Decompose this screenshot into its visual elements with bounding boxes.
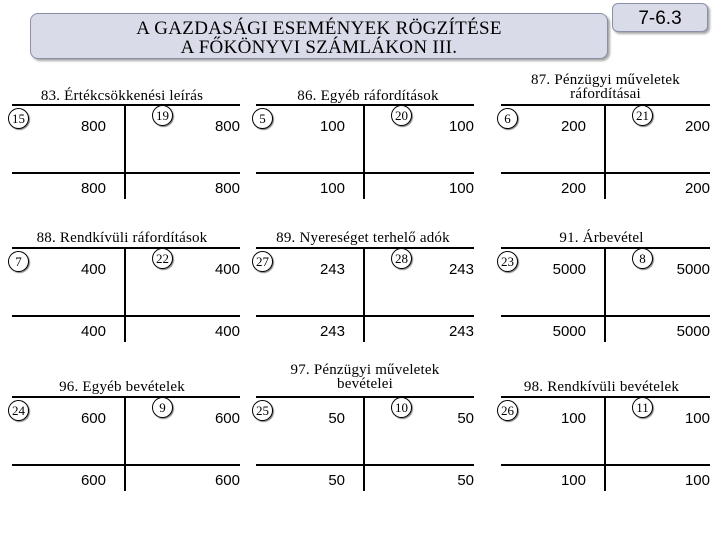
- credit-amount: 800: [214, 118, 240, 135]
- page-title-line-2: A FŐKÖNYVI SZÁMLÁKON III.: [180, 37, 458, 58]
- debit-entry-marker: 25: [252, 400, 273, 421]
- debit-total: 100: [319, 180, 345, 197]
- debit-amount: 243: [319, 261, 345, 278]
- credit-entry-marker: 10: [391, 397, 412, 418]
- credit-total: 200: [684, 180, 710, 197]
- t-account-top-rule: [12, 104, 240, 106]
- debit-amount: 50: [328, 410, 345, 427]
- t-account-top-rule: [256, 104, 474, 106]
- t-account-total-rule: [501, 172, 710, 174]
- t-account-top-rule: [256, 247, 474, 249]
- debit-entry-marker: 15: [8, 108, 29, 129]
- credit-entry-marker: 11: [632, 397, 653, 418]
- debit-amount: 200: [560, 118, 586, 135]
- debit-amount: 100: [319, 118, 345, 135]
- t-account-title: 86. Egyéb ráfordítások: [297, 88, 439, 104]
- debit-entry-marker: 6: [497, 108, 518, 129]
- debit-total: 600: [80, 472, 106, 489]
- credit-amount: 243: [448, 261, 474, 278]
- debit-total: 400: [80, 323, 106, 340]
- credit-total: 100: [448, 180, 474, 197]
- credit-entry-marker: 22: [152, 248, 173, 269]
- t-account-top-rule: [12, 396, 240, 398]
- debit-entry-marker: 7: [8, 251, 29, 272]
- t-account-total-rule: [12, 172, 240, 174]
- credit-total: 600: [214, 472, 240, 489]
- credit-entry-marker: 28: [391, 248, 412, 269]
- debit-amount: 600: [80, 410, 106, 427]
- t-account-divider: [124, 247, 126, 342]
- t-account-divider: [363, 396, 365, 491]
- credit-total: 400: [214, 323, 240, 340]
- debit-entry-marker: 24: [8, 400, 29, 421]
- debit-amount: 100: [560, 410, 586, 427]
- debit-total: 200: [560, 180, 586, 197]
- credit-total: 50: [457, 472, 474, 489]
- credit-total: 100: [684, 472, 710, 489]
- credit-entry-marker: 19: [152, 105, 173, 126]
- debit-entry-marker: 23: [497, 251, 518, 272]
- t-account-divider: [363, 247, 365, 342]
- t-account-title: 89. Nyereséget terhelő adók: [276, 230, 450, 246]
- t-account-title: 88. Rendkívüli ráfordítások: [36, 230, 208, 246]
- t-account-divider: [604, 247, 606, 342]
- credit-entry-marker: 8: [632, 248, 653, 269]
- t-account-divider: [363, 104, 365, 199]
- t-account-title: 83. Értékcsökkenési leírás: [40, 88, 204, 104]
- debit-total: 100: [560, 472, 586, 489]
- t-account-top-rule: [12, 247, 240, 249]
- credit-total: 243: [448, 323, 474, 340]
- debit-total: 800: [80, 180, 106, 197]
- debit-total: 50: [328, 472, 345, 489]
- t-account-title: 96. Egyéb bevételek: [59, 379, 185, 395]
- debit-amount: 400: [80, 261, 106, 278]
- t-account-total-rule: [12, 315, 240, 317]
- t-account-total-rule: [256, 315, 474, 317]
- credit-amount: 100: [448, 118, 474, 135]
- t-account-total-rule: [501, 464, 710, 466]
- credit-amount: 50: [457, 410, 474, 427]
- debit-entry-marker: 27: [252, 251, 273, 272]
- t-account-total-rule: [12, 464, 240, 466]
- t-account-title: 97. Pénzügyi műveletek: [290, 362, 440, 378]
- debit-entry-marker: 5: [252, 108, 273, 129]
- credit-total: 800: [214, 180, 240, 197]
- t-account-title: ráfordításai: [570, 86, 641, 102]
- t-account-divider: [124, 396, 126, 491]
- t-account-title: 87. Pénzügyi műveletek: [531, 72, 680, 88]
- debit-amount: 5000: [552, 261, 586, 278]
- t-account-title: bevételei: [337, 376, 393, 392]
- t-account-divider: [124, 104, 126, 199]
- debit-total: 5000: [552, 323, 586, 340]
- debit-amount: 800: [80, 118, 106, 135]
- debit-total: 243: [319, 323, 345, 340]
- credit-amount: 200: [684, 118, 710, 135]
- t-account-top-rule: [256, 396, 474, 398]
- credit-entry-marker: 9: [152, 397, 173, 418]
- credit-amount: 600: [214, 410, 240, 427]
- debit-entry-marker: 26: [497, 400, 518, 421]
- t-account-title: 91. Árbevétel: [559, 230, 644, 246]
- t-account-title: 98. Rendkívüli bevételek: [523, 379, 680, 395]
- credit-total: 5000: [676, 323, 710, 340]
- credit-entry-marker: 21: [632, 105, 653, 126]
- page-title-line-1: A GAZDASÁGI ESEMÉNYEK RÖGZÍTÉSE: [136, 18, 502, 39]
- t-account-total-rule: [256, 464, 474, 466]
- t-account-total-rule: [256, 172, 474, 174]
- t-account-total-rule: [501, 315, 710, 317]
- credit-amount: 5000: [676, 261, 710, 278]
- credit-amount: 100: [684, 410, 710, 427]
- credit-entry-marker: 20: [391, 105, 412, 126]
- page-title: [30, 13, 608, 59]
- slide-number-badge: 7-6.3: [612, 3, 708, 32]
- t-account-divider: [604, 104, 606, 199]
- credit-amount: 400: [214, 261, 240, 278]
- t-account-divider: [604, 396, 606, 491]
